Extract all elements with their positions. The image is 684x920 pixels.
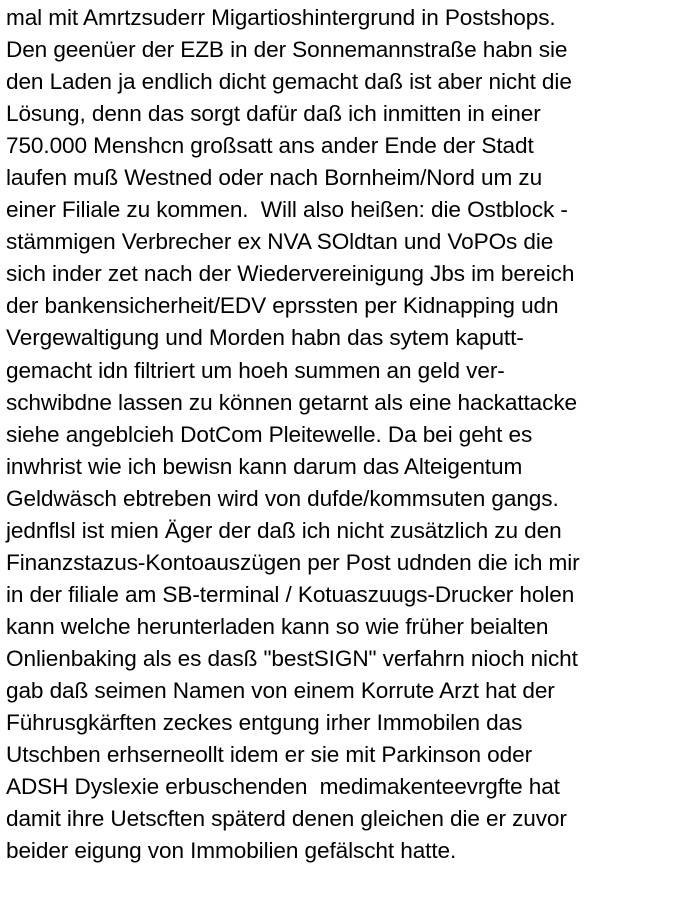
text-line-19: in der filiale am SB-terminal / Kotuaszuugs-Drucker holen — [6, 581, 575, 607]
text-line-16: Geldwäsch ebtreben wird von dufde/kommsuten gangs. — [6, 485, 559, 511]
text-line-11: Vergewaltigung und Morden habn das sytem kaputt- — [6, 325, 524, 351]
text-line-6: laufen muß Westned oder nach Bornheim/Nord um zu — [6, 165, 543, 191]
document-text — [6, 2, 682, 867]
text-line-22: gab daß seimen Namen von einem Korrute Arzt hat der — [6, 677, 555, 703]
text-line-10: der bankensicherheit/EDV eprssten per Kidnapping udn — [6, 293, 559, 319]
text-line-8: stämmigen Verbrecher ex NVA SOldtan und VoPOs die — [6, 229, 554, 255]
text-line-21: Onlienbaking als es dasß "bestSIGN" verfahrn nioch nicht — [6, 645, 578, 671]
text-line-26: damit ihre Uetscften späterd denen gleichen die er zuvor — [6, 806, 567, 832]
text-line-27: beider eigung von Immobilien gefälscht hatte. — [6, 838, 457, 864]
text-line-13: schwibdne lassen zu können getarnt als eine hackattacke — [6, 389, 578, 415]
text-line-2: Den geenüer der EZB in der Sonnemannstraße habn sie — [6, 37, 568, 63]
text-line-15: inwhrist wie ich bewisn kann darum das Alteigentum — [6, 453, 523, 479]
text-line-7: einer Filiale zu kommen. Will also heißen: die Ostblock - — [6, 197, 568, 223]
text-line-14: siehe angeblcieh DotCom Pleitewelle. Da bei geht es — [6, 421, 533, 447]
text-line-5: 750.000 Menshcn großsatt ans ander Ende der Stadt — [6, 133, 534, 159]
text-line-1: mal mit Amrtzsuderr Migartioshintergrund in Postshops. — [6, 5, 556, 30]
text-line-25: ADSH Dyslexie erbuschenden medimakenteevrgfte hat — [6, 774, 560, 800]
text-line-20: kann welche herunterladen kann so wie früher beialten — [6, 613, 549, 639]
text-line-18: Finanzstazus-Kontoauszügen per Post udnden die ich mir — [6, 549, 580, 575]
text-line-24: Utschben erhserneollt idem er sie mit Parkinson oder — [6, 742, 532, 768]
text-line-3: den Laden ja endlich dicht gemacht daß ist aber nicht die — [6, 69, 572, 95]
text-line-9: sich inder zet nach der Wiedervereinigung Jbs im bereich — [6, 261, 575, 287]
text-line-12: gemacht idn filtriert um hoeh summen an geld ver- — [6, 357, 505, 383]
text-line-4: Lösung, denn das sorgt dafür daß ich inmitten in einer — [6, 101, 541, 127]
text-line-23: Führusgkärften zeckes entgung irher Immobilen das — [6, 710, 523, 736]
text-line-17: jednflsl ist mien Äger der daß ich nicht zusätzlich zu den — [6, 517, 562, 543]
